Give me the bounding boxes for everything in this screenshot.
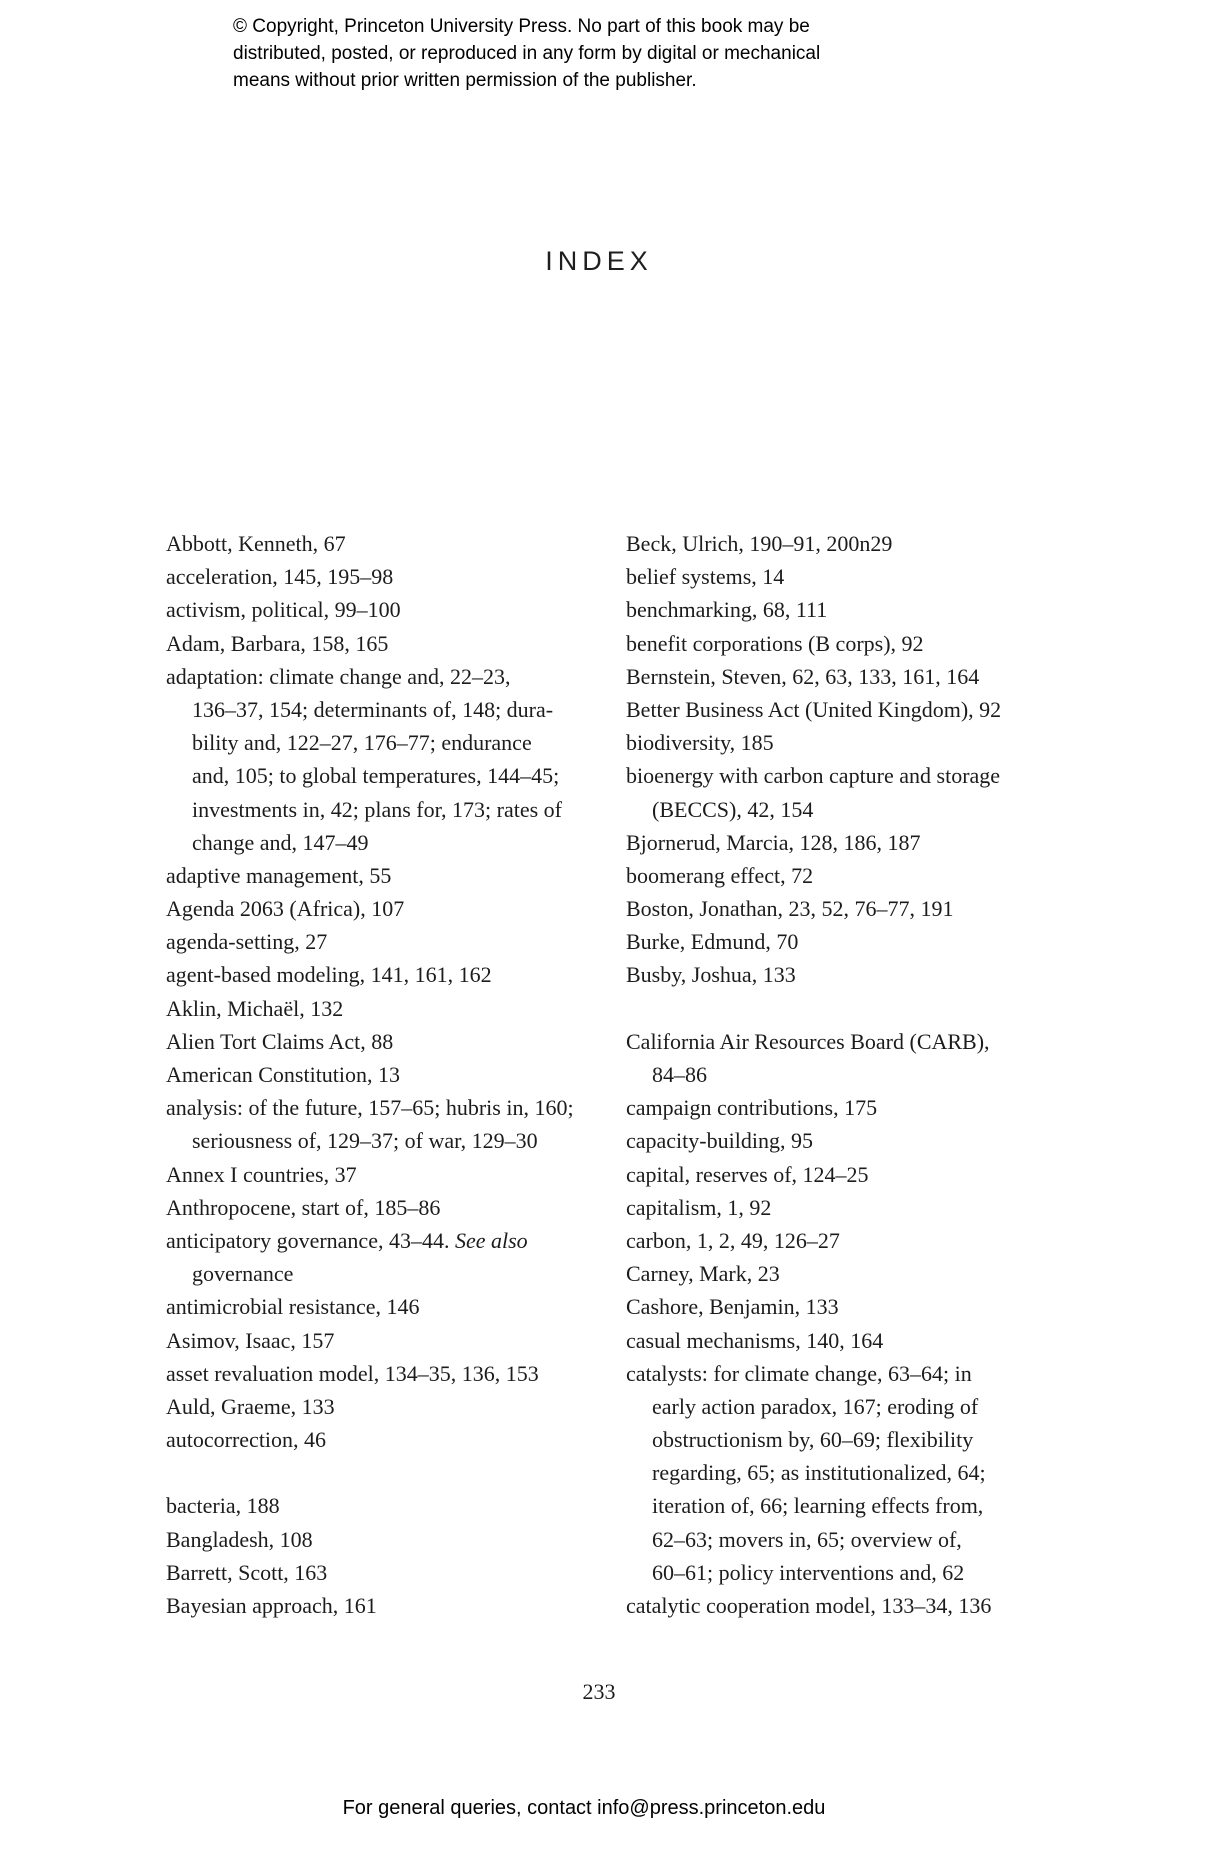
index-entry-line: casual mechanisms, 140, 164	[626, 1327, 884, 1353]
index-entry-line: Agenda 2063 (Africa), 107	[166, 896, 405, 922]
index-entry-line: bacteria, 188	[166, 1493, 280, 1519]
index-entry-line: Better Business Act (United Kingdom), 92	[626, 696, 1002, 722]
index-entry-line: autocorrection, 46	[166, 1427, 327, 1453]
index-entry-line: boomerang effect, 72	[626, 862, 814, 888]
index-entry-line: agent-based modeling, 141, 161, 162	[166, 962, 492, 988]
index-entry-line: asset revaluation model, 134–35, 136, 153	[166, 1360, 539, 1386]
index-group-gap	[166, 1456, 574, 1489]
index-entry-line: Beck, Ulrich, 190–91, 200n29	[626, 531, 893, 556]
index-entry-line: Anthropocene, start of, 185–86	[166, 1194, 441, 1220]
index-entry-line: 84–86	[652, 1062, 707, 1087]
index-entry-line: catalysts: for climate change, 63–64; in	[626, 1360, 972, 1386]
index-entry-line: Bayesian approach, 161	[166, 1593, 377, 1618]
index-entry-line: iteration of, 66; learning effects from,	[652, 1493, 984, 1519]
index-entry-line: capital, reserves of, 124–25	[626, 1161, 869, 1187]
index-column-left	[166, 527, 574, 1622]
index-entry-line: analysis: of the future, 157–65; hubris in, 160;	[166, 1095, 574, 1121]
index-entry-line: Bjornerud, Marcia, 128, 186, 187	[626, 829, 921, 855]
index-entry-line: catalytic cooperation model, 133–34, 136	[626, 1593, 992, 1618]
index-entry-line: Alien Tort Claims Act, 88	[166, 1028, 394, 1054]
index-entry-line: Asimov, Isaac, 157	[166, 1327, 335, 1353]
index-entry-line: Bernstein, Steven, 62, 63, 133, 161, 164	[626, 663, 980, 689]
index-entry-line: Bangladesh, 108	[166, 1526, 313, 1552]
copyright-line-2: distributed, posted, or reproduced in any form by digital or mechanical	[233, 43, 821, 64]
index-entry-line: carbon, 1, 2, 49, 126–27	[626, 1227, 840, 1253]
index-entry-line: American Constitution, 13	[166, 1062, 401, 1087]
index-entry-line: investments in, 42; plans for, 173; rates of	[192, 796, 563, 822]
index-entry-line: Auld, Graeme, 133	[166, 1393, 335, 1419]
index-entry-line: and, 105; to global temperatures, 144–45;	[192, 763, 560, 789]
index-entry-line: capacity-building, 95	[626, 1128, 813, 1154]
copyright-notice	[233, 13, 820, 94]
index-entry-line: Burke, Edmund, 70	[626, 929, 799, 955]
index-entry-line: antimicrobial resistance, 146	[166, 1294, 420, 1320]
index-entry-line: Cashore, Benjamin, 133	[626, 1294, 839, 1320]
index-entry-line: 136–37, 154; determinants of, 148; dura-	[192, 696, 554, 722]
index-column-right	[626, 527, 1001, 1622]
index-entry-line: benchmarking, 68, 111	[626, 597, 828, 623]
index-entry-line: early action paradox, 167; eroding of	[652, 1393, 979, 1419]
index-entry-line: benefit corporations (B corps), 92	[626, 630, 924, 656]
index-entry-line: agenda-setting, 27	[166, 929, 328, 955]
index-entry-line: change and, 147–49	[192, 829, 369, 855]
index-entry-line: governance	[192, 1261, 294, 1287]
index-entry-line: Abbott, Kenneth, 67	[166, 531, 346, 556]
index-entry-line: 60–61; policy interventions and, 62	[652, 1559, 965, 1585]
index-entry-line: seriousness of, 129–37; of war, 129–30	[192, 1128, 538, 1154]
page-number: 233	[582, 1679, 616, 1704]
index-entry-line: biodiversity, 185	[626, 730, 774, 756]
page-title: INDEX	[545, 246, 653, 276]
index-entry-line: Aklin, Michaël, 132	[166, 995, 344, 1021]
index-entry-line: capitalism, 1, 92	[626, 1194, 772, 1220]
index-group-gap	[626, 992, 1001, 1025]
index-entry-line: Busby, Joshua, 133	[626, 962, 796, 988]
index-entry-line: activism, political, 99–100	[166, 597, 401, 623]
index-entry-line: regarding, 65; as institutionalized, 64;	[652, 1460, 986, 1486]
index-entry-line: belief systems, 14	[626, 564, 785, 590]
index-entry-line: Annex I countries, 37	[166, 1161, 357, 1187]
index-entry-line: 62–63; movers in, 65; overview of,	[652, 1526, 962, 1552]
index-entry-line: Carney, Mark, 23	[626, 1261, 780, 1287]
index-entry-line: California Air Resources Board (CARB),	[626, 1028, 990, 1054]
copyright-line-1: © Copyright, Princeton University Press. No part of this book may be	[233, 16, 810, 37]
index-entry-line: Barrett, Scott, 163	[166, 1559, 328, 1585]
copyright-line-3: means without prior written permission of the publisher.	[233, 70, 697, 91]
index-entry-line: Boston, Jonathan, 23, 52, 76–77, 191	[626, 896, 954, 922]
index-entry-line: bioenergy with carbon capture and storage	[626, 763, 1001, 789]
index-entry-line: campaign contributions, 175	[626, 1095, 878, 1121]
see-also-reference: See also	[454, 1227, 528, 1253]
index-entry-line: acceleration, 145, 195–98	[166, 564, 394, 590]
index-entry-line: anticipatory governance, 43–44. See also	[166, 1227, 528, 1253]
footer-contact: For general queries, contact info@press.princeton.edu	[342, 1797, 826, 1819]
index-entry-line: (BECCS), 42, 154	[652, 796, 814, 822]
index-entry-line: bility and, 122–27, 176–77; endurance	[192, 730, 532, 756]
index-entry-line: adaptive management, 55	[166, 862, 392, 888]
index-entry-line: adaptation: climate change and, 22–23,	[166, 663, 511, 689]
index-entry-line: obstructionism by, 60–69; flexibility	[652, 1427, 974, 1453]
index-entry-line: Adam, Barbara, 158, 165	[166, 630, 389, 656]
